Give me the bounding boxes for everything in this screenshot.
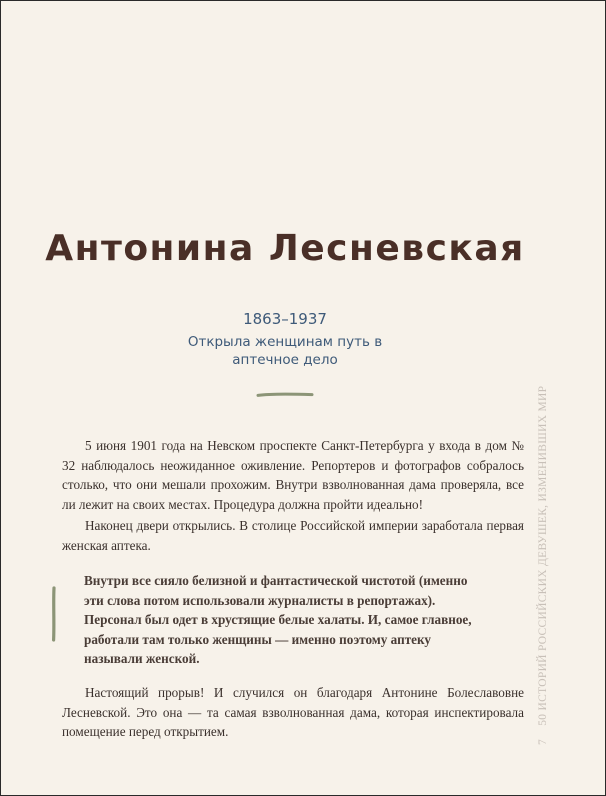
brush-divider xyxy=(256,392,314,398)
pull-quote: Внутри все сияло белизной и фантастической чистотой (именно эти слова потом использовали журналисты в репортажах). Персонал был одет в хрустящие белые халаты. И, самое главное, работали там только женщины — именно поэтому аптеку называли женской. xyxy=(84,573,472,666)
book-title: 50 ИСТОРИЙ РОССИЙСКИХ ДЕВУШЕК, ИЗМЕНИВШИХ МИР xyxy=(537,385,549,726)
life-years: 1863–1937 xyxy=(243,310,327,328)
page-number: 7 xyxy=(537,738,549,745)
body-paragraph-2 xyxy=(62,516,524,555)
body-paragraph-3 xyxy=(62,683,524,742)
body-paragraph-1 xyxy=(62,436,524,514)
page-title: Антонина Лесневская xyxy=(45,228,525,269)
quote-brush-mark xyxy=(49,586,59,642)
paragraph-text: 5 июня 1901 года на Невском проспекте Санкт-Петербурга у входа в дом № 32 наблюдалось неожиданное оживление. Репортеров и фотографов собралось столько, что они мешали прохожим. Внутри взволнованная дама проверяла, все ли лежит на своих местах. Процедура должна пройти идеально! xyxy=(62,438,524,512)
subtitle: Открыла женщинам путь в аптечное дело xyxy=(187,334,383,368)
paragraph-text: Настоящий прорыв! И случился он благодаря Антонине Болеславовне Лесневской. Это она — та самая взволнованная дама, которая инспектировала помещение перед открытием. xyxy=(62,685,524,739)
side-running-footer xyxy=(537,386,549,745)
paragraph-text: Наконец двери открылись. В столице Российской империи заработала первая женская аптека. xyxy=(62,518,524,553)
